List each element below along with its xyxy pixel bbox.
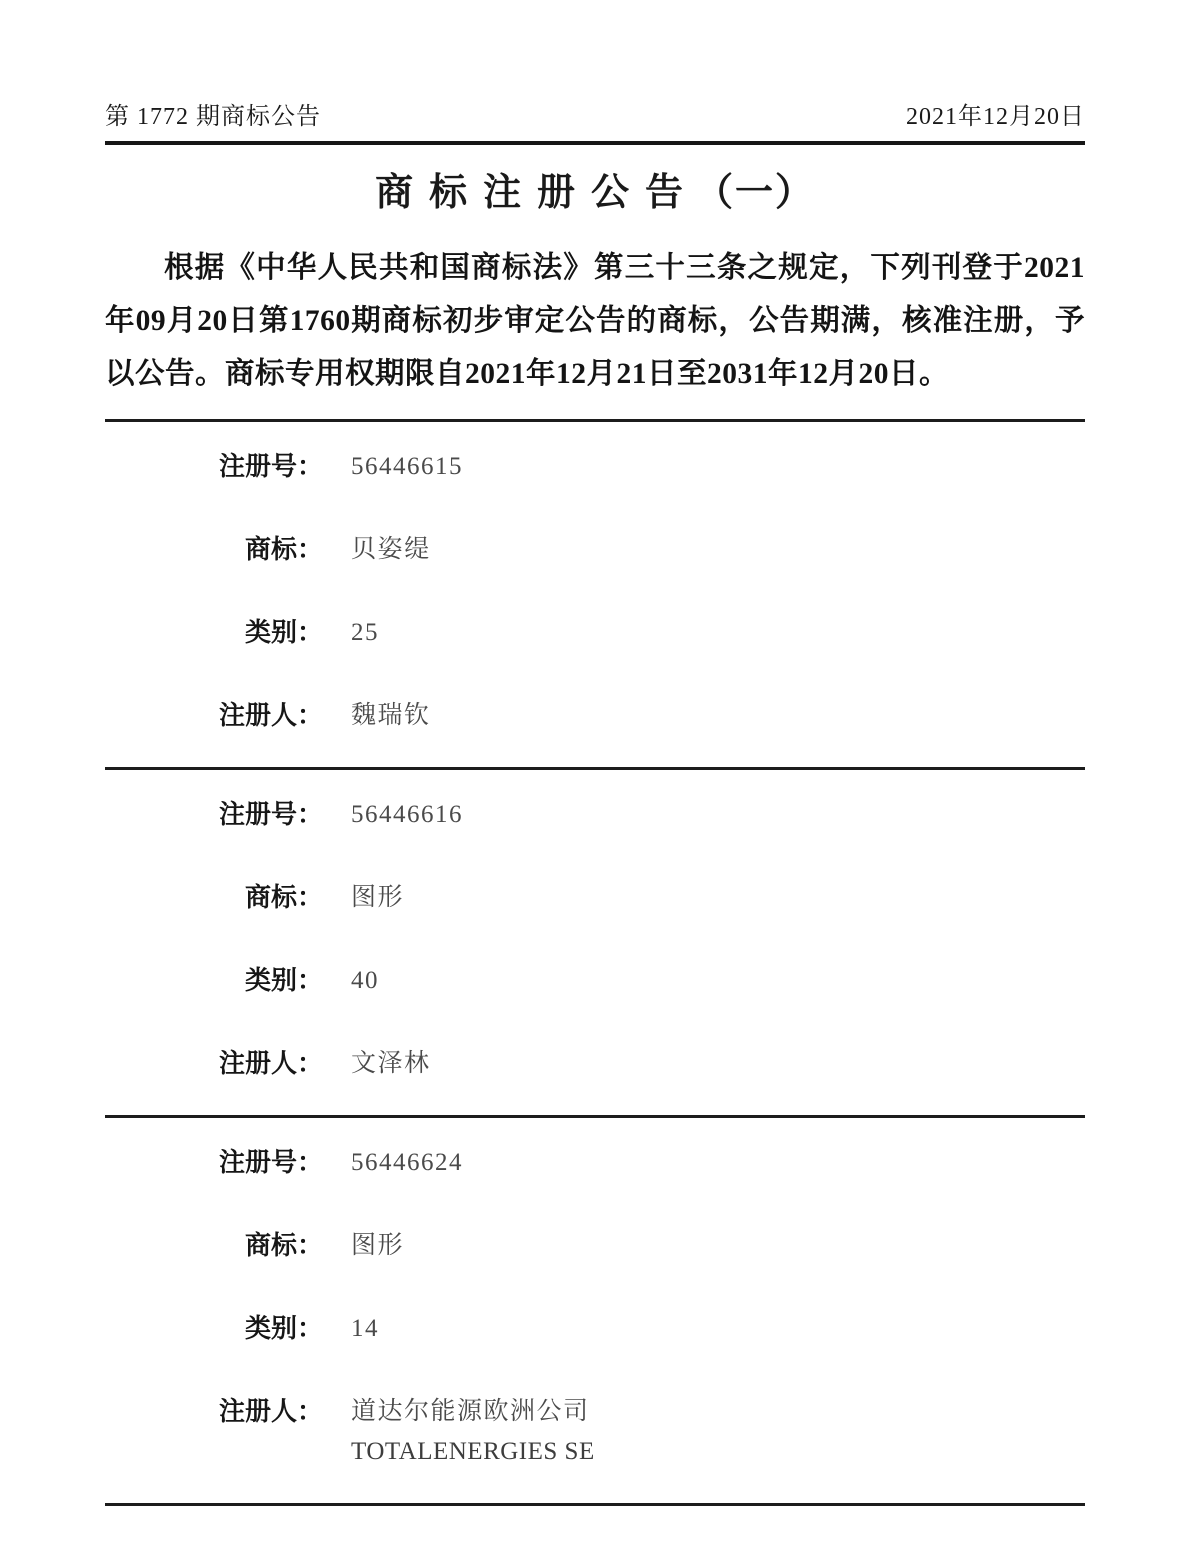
registrant-value [351,699,431,733]
registrant-row [105,1047,1085,1081]
intro-paragraph: 根据《中华人民共和国商标法》第三十三条之规定，下列刊登于2021年09月20日第1760期商标初步审定公告的商标，公告期满，核准注册，予以公告。商标专用权期限自2021年12月21日至2031年12月20日。 [105,252,1085,391]
header-rule [105,141,1085,145]
page-title-main: 商标注册公告 [375,172,699,214]
page-title [105,161,1085,216]
trademark-value: 图形 [351,1232,405,1260]
page-title-suffix: （一） [695,172,815,214]
issue-date: 2021年12月20日 [906,104,1085,130]
trademark-label: 商标： [244,1231,323,1261]
registrant-label: 注册人： [218,1049,323,1079]
registrant-cn-value: 魏瑞钦 [351,702,431,730]
category-row [105,616,1085,650]
registrant-value [351,1395,595,1469]
reg-no-row [105,1146,1085,1180]
reg-no-value: 56446624 [351,1149,463,1177]
reg-no-value: 56446615 [351,453,463,481]
category-value: 40 [351,967,379,995]
category-label: 类别： [244,966,323,996]
trademark-row [105,533,1085,567]
registrant-row [105,699,1085,733]
trademark-row [105,1229,1085,1263]
category-value: 25 [351,619,379,647]
reg-no-value: 56446616 [351,801,463,829]
registrant-cn-value: 文泽林 [351,1050,431,1078]
trademark-value: 贝姿缇 [351,536,431,564]
record-block-3 [105,1115,1085,1469]
issue-number: 第 1772 期商标公告 [105,104,321,130]
category-label: 类别： [244,1314,323,1344]
category-row [105,1312,1085,1346]
trademark-row [105,881,1085,915]
category-value: 14 [351,1315,379,1343]
registrant-row [105,1395,1085,1469]
trademark-label: 商标： [244,535,323,565]
trademark-label: 商标： [244,883,323,913]
reg-no-row [105,798,1085,832]
registrant-label: 注册人： [218,701,323,731]
records-section [105,419,1085,1506]
record-block-1 [105,419,1085,733]
registrant-label: 注册人： [218,1397,323,1427]
reg-no-label: 注册号： [218,452,323,482]
bottom-rule [105,1503,1085,1506]
reg-no-label: 注册号： [218,800,323,830]
registrant-en-value: TOTALENERGIES SE [351,1438,595,1466]
registrant-cn-value: 道达尔能源欧洲公司 [351,1398,590,1426]
category-label: 类别： [244,618,323,648]
category-row [105,964,1085,998]
reg-no-label: 注册号： [218,1148,323,1178]
record-block-2 [105,767,1085,1081]
page-content [105,0,1085,1506]
reg-no-row [105,450,1085,484]
trademark-value: 图形 [351,884,405,912]
page-header [105,0,1085,131]
registrant-value [351,1047,431,1081]
